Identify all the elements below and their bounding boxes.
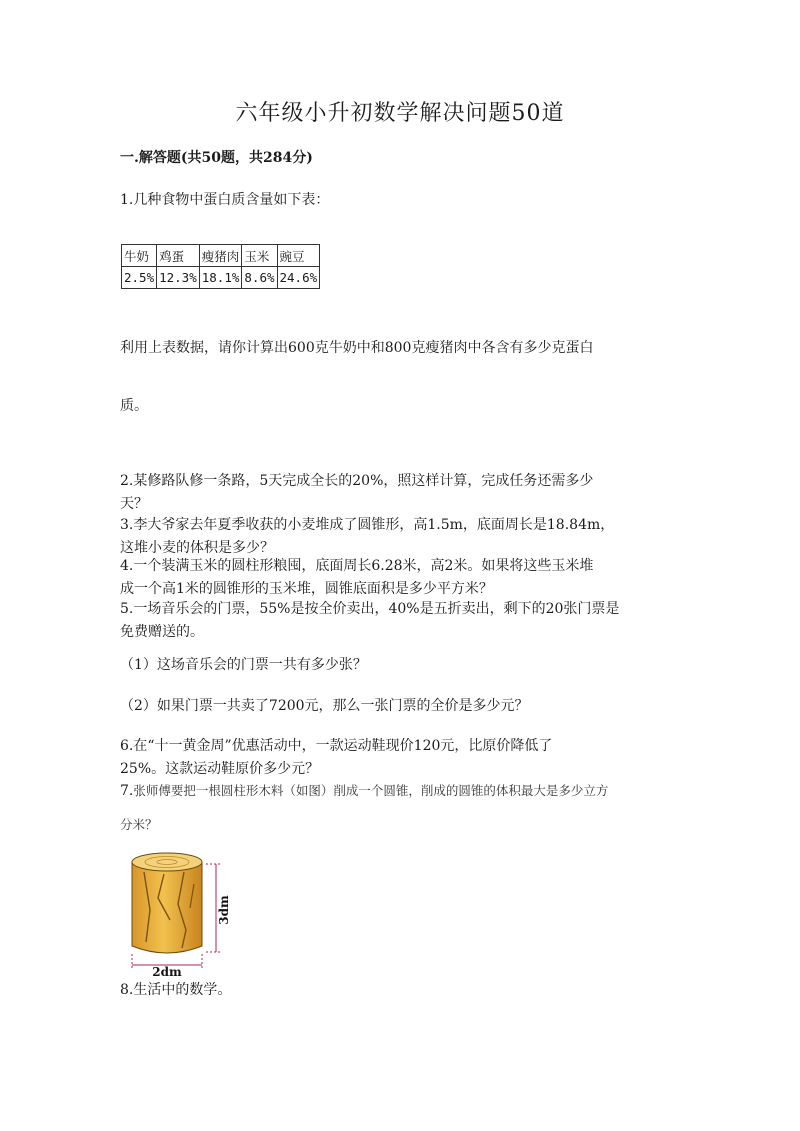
question-4-line-2: 成一个高1米的圆锥形的玉米堆，圆锥底面积是多少平方米？ — [120, 581, 493, 597]
width-label: 2dm — [152, 965, 182, 978]
question-7-line-2: 分米？ — [120, 817, 158, 832]
table-row — [122, 267, 320, 289]
question-7-number: 7. — [120, 783, 134, 799]
question-2-line-2: 天？ — [120, 496, 148, 512]
table-header-cell: 瘦猪肉 — [199, 245, 242, 267]
table-header-cell: 豌豆 — [277, 245, 320, 267]
table-cell: 8.6% — [242, 267, 277, 289]
question-6-line-2: 25%。这款运动鞋原价多少元？ — [120, 761, 320, 777]
page-title: 六年级小升初数学解决问题50道 — [235, 101, 565, 126]
table-cell: 24.6% — [277, 267, 320, 289]
table-cell: 2.5% — [122, 267, 157, 289]
cylinder-wood-drawing — [128, 850, 240, 978]
question-3-line-1: 3.李大爷家去年夏季收获的小麦堆成了圆锥形，高1.5m，底面周长是18.84m， — [120, 517, 615, 533]
section-heading: 一.解答题(共50题，共284分) — [120, 150, 313, 166]
question-2-line-1: 2.某修路队修一条路，5天完成全长的20%，照这样计算，完成任务还需多少 — [120, 473, 594, 489]
question-7-line-1 — [120, 779, 608, 803]
question-1-line-2: 质。 — [120, 398, 148, 414]
question-6-line-1: 6.在“十一黄金周”优惠活动中，一款运动鞋现价120元，比原价降低了 — [120, 738, 553, 754]
question-1-line-1: 利用上表数据，请你计算出600克牛奶中和800克瘦猪肉中各含有多少克蛋白 — [120, 340, 594, 356]
table-header-cell: 鸡蛋 — [157, 245, 200, 267]
question-3-line-2: 这堆小麦的体积是多少？ — [120, 540, 274, 556]
question-8-line-1: 8.生活中的数学。 — [120, 982, 232, 998]
protein-table — [121, 244, 320, 289]
question-5-sub-2: （2）如果门票一共卖了7200元，那么一张门票的全价是多少元？ — [120, 698, 529, 714]
table-header-cell: 牛奶 — [122, 245, 157, 267]
cylinder-top — [132, 853, 202, 871]
question-1-intro: 1.几种食物中蛋白质含量如下表： — [120, 192, 330, 208]
table-cell: 12.3% — [157, 267, 200, 289]
table-header-row — [122, 245, 320, 267]
question-5-line-2: 免费赠送的。 — [120, 624, 204, 640]
question-7-text: 张师傅要把一根圆柱形木料（如图）削成一个圆锥，削成的圆锥的体积最大是多少立方 — [133, 783, 609, 798]
table-cell: 18.1% — [199, 267, 242, 289]
question-5-line-1: 5.一场音乐会的门票，55%是按全价卖出，40%是五折卖出，剩下的20张门票是 — [120, 601, 620, 617]
question-4-line-1: 4.一个装满玉米的圆柱形粮囤，底面周长6.28米，高2米。如果将这些玉米堆 — [120, 558, 594, 574]
table-header-cell: 玉米 — [242, 245, 277, 267]
height-label: 3dm — [217, 895, 231, 925]
cylinder-wood-figure — [128, 850, 240, 978]
cylinder-body — [132, 862, 202, 953]
question-5-sub-1: （1）这场音乐会的门票一共有多少张？ — [120, 657, 367, 673]
